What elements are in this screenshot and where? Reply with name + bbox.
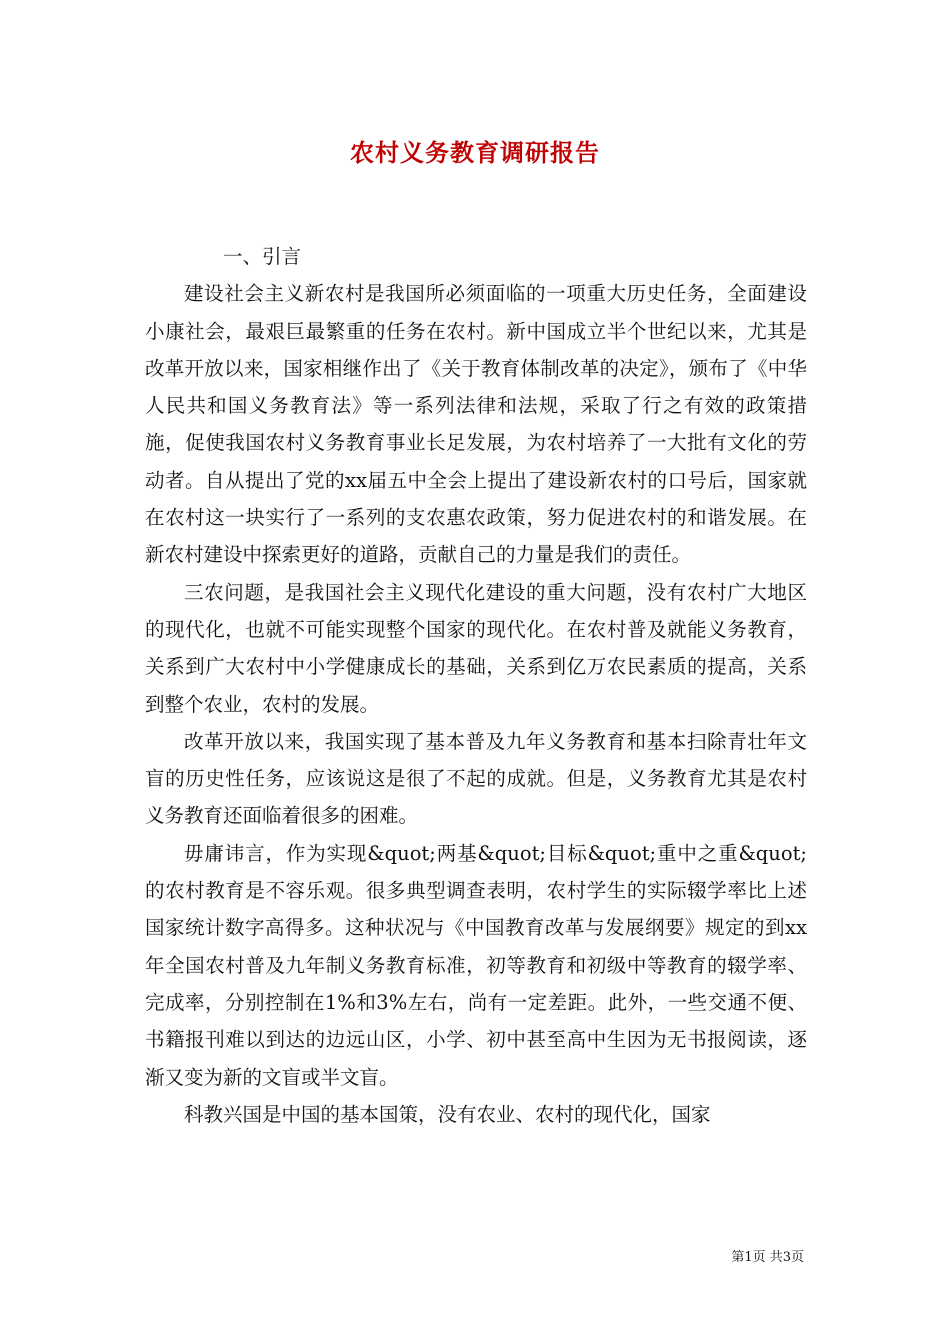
section-heading: 一、引言 [223,245,302,268]
paragraph-5: 科教兴国是中国的基本国策，没有农业、农村的现代化，国家 [184,1102,711,1126]
document-title: 农村义务教育调研报告 [350,138,600,167]
document-body [145,238,807,1133]
paragraph-2: 三农问题，是我国社会主义现代化建设的重大问题，没有农村广大地区的现代化，也就不可能实现整个国家的现代化。在农村普及就能义务教育，关系到广大农村中小学健康成长的基础，关系到亿万农民素质的提高，关系到整个农业，农村的发展。 [145,580,807,716]
page-number: 第1页 共3页 [731,1250,804,1265]
paragraph-1: 建设社会主义新农村是我国所必须面临的一项重大历史任务，全面建设小康社会，最艰巨最繁重的任务在农村。新中国成立半个世纪以来，尤其是改革开放以来，国家相继作出了《关于教育体制改革的决定》，颁布了《中华人民共和国义务教育法》等一系列法律和法规，采取了行之有效的政策措施，促使我国农村义务教育事业长足发展，为农村培养了一大批有文化的劳动者。自从提出了党的xx届五中全会上提出了建设新农村的口号后，国家就在农村这一块实行了一系列的支农惠农政策，努力促进农村的和谐发展。在新农村建设中探索更好的道路，贡献自己的力量是我们的责任。 [145,282,807,567]
paragraph-4: 毋庸讳言，作为实现&quot;两基&quot;目标&quot;重中之重&quot;的农村教育是不容乐观。很多典型调查表明，农村学生的实际辍学率比上述国家统计数字高得多。这种状况与《中国教育改革与发展纲要》规定的到xx年全国农村普及九年制义务教育标准，初等教育和初级中等教育的辍学率、完成率，分别控制在1%和3%左右，尚有一定差距。此外，一些交通不便、书籍报刊难以到达的边远山区，小学、初中甚至高中生因为无书报阅读，逐渐又变为新的文盲或半文盲。 [145,841,807,1089]
paragraph-3: 改革开放以来，我国实现了基本普及九年义务教育和基本扫除青壮年文盲的历史性任务，应该说这是很了不起的成就。但是，义务教育尤其是农村义务教育还面临着很多的困难。 [145,729,807,828]
